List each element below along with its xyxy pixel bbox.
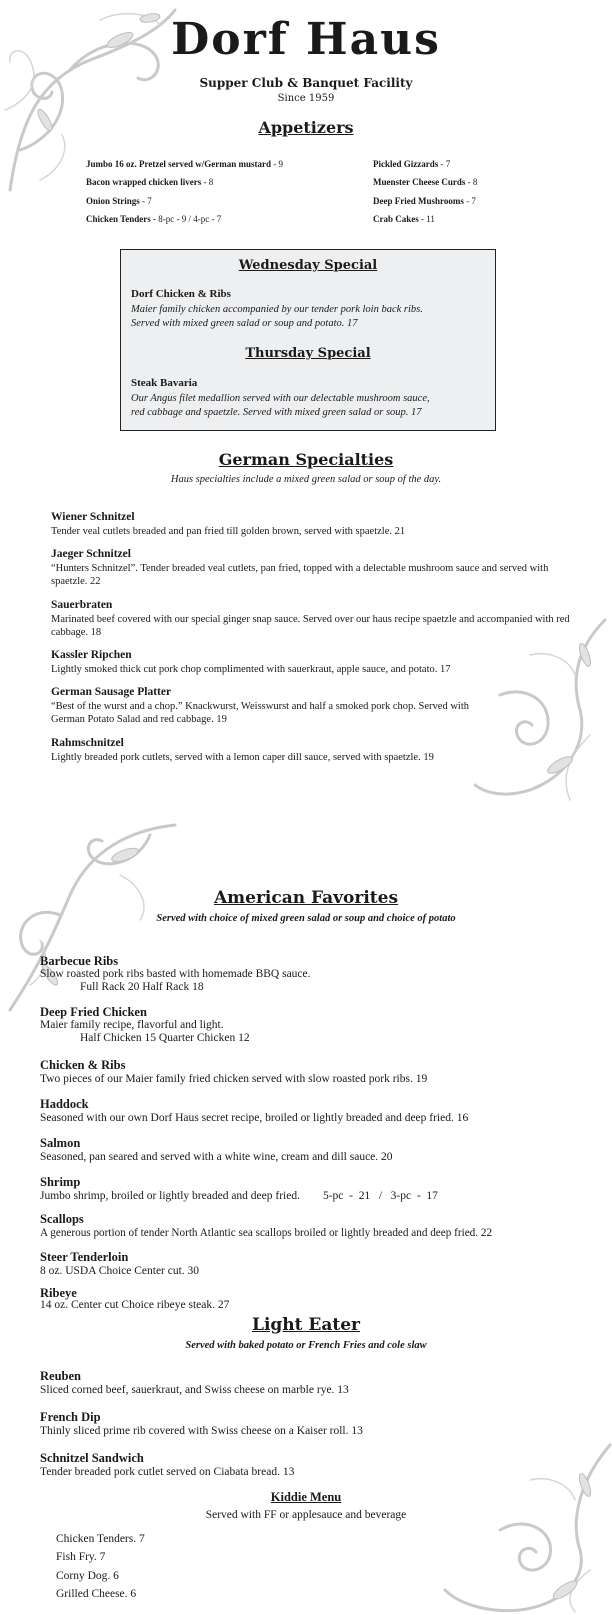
thursday-special-heading: Thursday Special: [245, 346, 371, 361]
menu-item-desc: Thinly sliced prime rib covered with Swiss cheese on a Kaiser roll. 13: [40, 1425, 363, 1437]
german-specialties-heading: German Specialties: [218, 450, 394, 469]
thursday-special-desc-line1: Our Angus filet medallion served with our delectable mushroom sauce,: [131, 393, 430, 404]
kiddie-item: Corny Dog. 6: [56, 1570, 119, 1582]
menu-item-desc: Lightly breaded pork cutlets, served with a lemon caper dill sauce, served with spaetzle. 19: [51, 752, 434, 763]
appetizer-item: Chicken Tenders - 8-pc - 9 / 4-pc - 7: [86, 214, 222, 224]
scroll-ornament-mid-right: [470, 615, 612, 805]
light-eater-note: Served with baked potato or French Fries and cole slaw: [185, 1340, 427, 1351]
appetizer-item: Pickled Gizzards - 7: [373, 159, 451, 169]
american-favorites-note: Served with choice of mixed green salad or soup and choice of potato: [156, 913, 456, 924]
restaurant-subtitle: Supper Club & Banquet Facility: [199, 76, 413, 90]
light-eater-heading: Light Eater: [251, 1315, 361, 1335]
menu-item-name: Ribeye: [40, 1286, 77, 1300]
menu-item-desc: Maier family recipe, flavorful and light.: [40, 1019, 224, 1031]
since-year: Since 1959: [277, 93, 335, 104]
kiddie-item: Fish Fry. 7: [56, 1551, 106, 1563]
menu-item-desc: Jumbo shrimp, broiled or lightly breaded and deep fried. 5-pc - 21 / 3-pc - 17: [40, 1190, 438, 1202]
menu-item-desc: 8 oz. USDA Choice Center cut. 30: [40, 1265, 200, 1277]
menu-item-desc: “Hunters Schnitzel”. Tender breaded veal cutlets, pan fried, topped with a delectable mushroom sauce and served with spaetzle. 22: [51, 563, 549, 587]
menu-item-name: German Sausage Platter: [51, 686, 172, 698]
wednesday-special-desc-line2: Served with mixed green salad or soup and potato. 17: [131, 318, 358, 329]
wednesday-special-heading: Wednesday Special: [238, 258, 378, 273]
menu-item-name: Scallops: [40, 1212, 84, 1226]
appetizer-item: Jumbo 16 oz. Pretzel served w/German mustard - 9: [86, 159, 284, 169]
menu-item-name: Jaeger Schnitzel: [51, 548, 131, 560]
appetizer-item: Bacon wrapped chicken livers - 8: [86, 177, 214, 187]
menu-item-name: Wiener Schnitzel: [51, 511, 135, 523]
menu-item-name: Barbecue Ribs: [40, 954, 119, 968]
american-favorites-heading: American Favorites: [213, 888, 399, 908]
appetizer-item: Crab Cakes - 11: [373, 214, 435, 224]
menu-item-name: Schnitzel Sandwich: [40, 1451, 144, 1465]
menu-item-name: Deep Fried Chicken: [40, 1005, 147, 1019]
appetizer-item: Deep Fried Mushrooms - 7: [373, 196, 476, 206]
menu-item-name: Kassler Ripchen: [51, 649, 132, 661]
menu-item-desc: Slow roasted pork ribs basted with homemade BBQ sauce.: [40, 968, 311, 980]
menu-item-desc: Two pieces of our Maier family fried chicken served with slow roasted pork ribs. 19: [40, 1073, 428, 1085]
kiddie-item: Grilled Cheese. 6: [56, 1588, 137, 1600]
appetizers-heading: Appetizers: [258, 118, 354, 137]
thursday-special-name: Steak Bavaria: [131, 377, 198, 389]
menu-item-name: Haddock: [40, 1097, 89, 1111]
menu-item-name: Shrimp: [40, 1175, 81, 1189]
menu-item-name: Salmon: [40, 1136, 81, 1150]
wednesday-special-name: Dorf Chicken & Ribs: [131, 288, 231, 300]
menu-item-price-options: Half Chicken 15 Quarter Chicken 12: [80, 1032, 250, 1044]
german-specialties-note: Haus specialties include a mixed green salad or soup of the day.: [170, 474, 442, 485]
wednesday-special-desc-line1: Maier family chicken accompanied by our tender pork loin back ribs.: [131, 304, 423, 315]
menu-item-name: Sauerbraten: [51, 599, 113, 611]
menu-item-name: Chicken & Ribs: [40, 1058, 126, 1072]
menu-item-desc: Tender veal cutlets breaded and pan fried till golden brown, served with spaetzle. 21: [51, 526, 406, 537]
menu-item-desc: 14 oz. Center cut Choice ribeye steak. 27: [40, 1299, 230, 1311]
menu-item-desc: Seasoned, pan seared and served with a white wine, cream and dill sauce. 20: [40, 1151, 393, 1163]
restaurant-title: Dorf Haus: [171, 14, 441, 65]
menu-item-price-options: Full Rack 20 Half Rack 18: [80, 981, 204, 993]
menu-item-desc: Tender breaded pork cutlet served on Ciabata bread. 13: [40, 1466, 295, 1478]
menu-item-desc: A generous portion of tender North Atlantic sea scallops broiled or lightly breaded and deep fried. 22: [40, 1227, 493, 1239]
thursday-special-desc-line2: red cabbage and spaetzle. Served with mixed green salad or soup. 17: [131, 407, 422, 418]
menu-item-name: French Dip: [40, 1410, 101, 1424]
kiddie-menu-note: Served with FF or applesauce and beverage: [205, 1509, 407, 1521]
menu-item-name: Steer Tenderloin: [40, 1250, 129, 1264]
menu-item-name: Rahmschnitzel: [51, 737, 124, 749]
kiddie-item: Chicken Tenders. 7: [56, 1533, 145, 1545]
kiddie-menu-heading: Kiddie Menu: [270, 1490, 342, 1504]
appetizer-item: Onion Strings - 7: [86, 196, 152, 206]
menu-item-desc: Sliced corned beef, sauerkraut, and Swiss cheese on marble rye. 13: [40, 1384, 349, 1396]
appetizer-item: Muenster Cheese Curds - 8: [373, 177, 478, 187]
menu-item-desc: “Best of the wurst and a chop.” Knackwurst, Weisswurst and half a smoked pork chop. Served with German Potato Salad and red cabbage. 19: [51, 701, 469, 725]
menu-item-desc: Seasoned with our own Dorf Haus secret recipe, broiled or lightly breaded and deep fried. 16: [40, 1112, 469, 1124]
menu-item-desc: Lightly smoked thick cut pork chop complimented with sauerkraut, apple sauce, and potato. 17: [51, 664, 451, 675]
menu-item-name: Reuben: [40, 1369, 81, 1383]
menu-item-desc: Marinated beef covered with our special ginger snap sauce. Served over our haus recipe spaetzle and accompanied with red cabbage. 18: [51, 614, 570, 638]
